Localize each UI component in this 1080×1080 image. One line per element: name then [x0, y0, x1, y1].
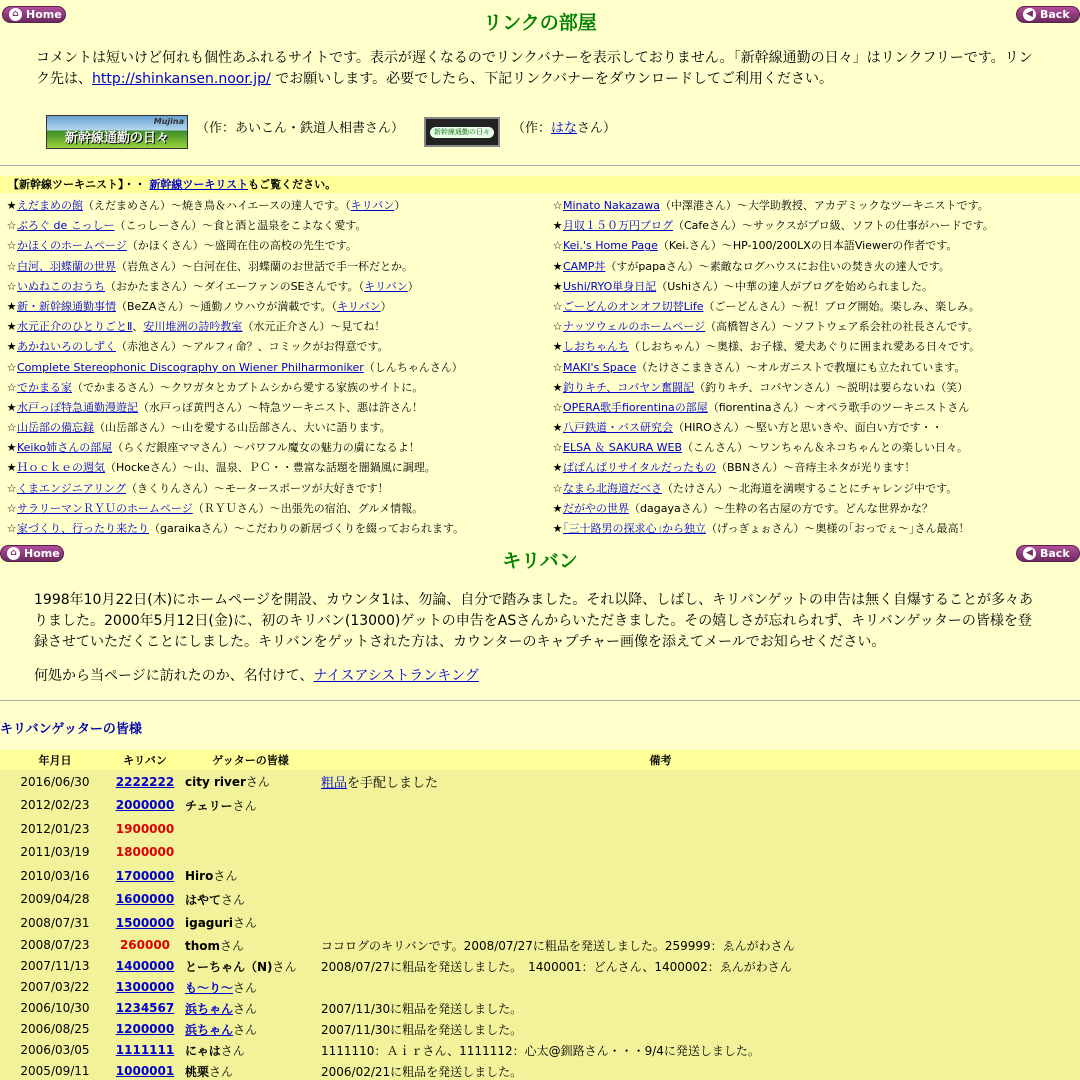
row-getter	[180, 891, 321, 908]
site-description: （BBNさん）～音痔主ネタが光ります！	[716, 461, 916, 475]
list-item	[552, 337, 994, 357]
divider-2	[0, 700, 1080, 701]
kiriban-link[interactable]: キリバン	[337, 299, 381, 313]
kiriban-number-link[interactable]: 1700000	[115, 868, 175, 883]
star-icon: ★	[552, 340, 563, 354]
row-date: 2008/07/23	[20, 938, 90, 952]
table-row	[0, 1019, 1080, 1040]
row-note	[321, 1021, 1080, 1038]
site-link[interactable]: かほくのホームページ	[17, 239, 127, 253]
link-banner-1[interactable]: Mujina 新幹線通勤の日々	[46, 115, 188, 149]
list-item	[552, 479, 994, 499]
row-kiriban-cell	[110, 822, 180, 836]
row-kiriban-cell	[110, 775, 180, 789]
kiriban-para: 1998年10月22日(木)にホームページを開設、カウンタ1は、勿論、自分で踏みました。それ以降、しばし、キリバンゲットの申告は無く自爆することが多々ありました。2000年5月12日(金)に、初のキリバン(13000)ゲットの申告をASさんからいただきました。その嬉しさが忘れられず、キリバンゲッターの皆様を登録させていただくことにしました。キリバンをゲットされた方は、カウンターのキャプチャー画像を添えてメールでお知らせください。	[34, 592, 1033, 650]
getter-name: チェリー	[185, 798, 233, 813]
site-link[interactable]: Ushi/RYO単身日記	[563, 279, 657, 293]
row-getter	[180, 937, 321, 954]
kiriban-number: 1800000	[115, 845, 175, 860]
site-link[interactable]: Kei.'s Home Page	[563, 239, 658, 253]
honorific: さん	[233, 1001, 258, 1016]
site-link[interactable]: サラリーマンＲＹＵのホームページ	[17, 501, 193, 515]
site-description: （中澤港さん）～大学助教授、アカデミックなツーキニストです。	[659, 199, 989, 212]
table-body	[0, 770, 1080, 1080]
list-item	[6, 236, 464, 256]
row-getter	[180, 1021, 321, 1038]
site-description: （dagayaさん）～生粋の名古屋の方です。どんな世界かな？	[629, 501, 933, 515]
row-kiriban-cell	[110, 1064, 180, 1078]
honorific: さん	[232, 916, 257, 931]
table-row	[0, 911, 1080, 935]
site-description: （でかまるさん）～クワガタとカブトムシから愛する家族のサイトに。	[72, 380, 424, 394]
row-date: 2007/03/22	[20, 980, 90, 994]
honorific: さん	[233, 980, 258, 995]
row-getter	[180, 958, 321, 975]
site-description: （Hockeさん）～山、温泉、ＰＣ・・豊富な話題を闇鍋風に調理。	[105, 461, 436, 475]
star-icon: ★	[552, 219, 563, 233]
site-description: （おかたまさん）～ダイエーファンのSEさんです。（	[105, 279, 365, 293]
site-link[interactable]: 八戸鉄道・バス研究会	[563, 421, 673, 435]
star-icon: ☆	[552, 360, 563, 374]
home-icon: ⌂	[7, 547, 20, 560]
kiriban-number-link[interactable]: 1000001	[115, 1064, 175, 1078]
row-getter	[180, 1000, 321, 1017]
site-link[interactable]: Ｈｏｃｋｅの週気	[17, 461, 105, 475]
home-label: Home	[24, 547, 60, 560]
site-link[interactable]: あかねいろのしずく	[17, 340, 116, 354]
list-item	[552, 499, 994, 519]
site-link[interactable]: しおちゃんち	[563, 340, 629, 354]
row-getter	[180, 1063, 321, 1080]
star-icon: ☆	[552, 481, 563, 495]
site-link[interactable]: 水戸っぽ特急通勤漫遊記	[17, 400, 138, 414]
paren-close: ）	[407, 279, 419, 293]
star-icon: ☆	[552, 320, 563, 334]
kiriban-number-link[interactable]: 1234567	[115, 1001, 175, 1015]
row-kiriban-cell	[110, 1043, 180, 1057]
site-description: （garaikaさん）～こだわりの新居づくりを綴っておられます。	[149, 522, 465, 535]
star-icon: ★	[6, 320, 17, 334]
getter-name: はやて	[185, 892, 222, 907]
site-description: （しんちゃんさん）	[363, 360, 463, 374]
note-text: を手配しました	[347, 776, 439, 792]
list-item	[552, 438, 994, 458]
site-description: （水元正介さん）～見てね！	[242, 320, 386, 334]
site-link[interactable]: なまら北海道だべさ	[563, 481, 662, 495]
honorific: さん	[272, 959, 297, 974]
tourist-header: 【新幹線ツーキニスト】・・ 新幹線ツーキリストもご覧ください。	[0, 176, 1080, 193]
row-getter	[180, 1042, 321, 1059]
home-label: Home	[26, 8, 62, 21]
note-text: 2006/02/21に粗品を発送しました。	[321, 1064, 523, 1079]
row-getter	[180, 773, 321, 790]
list-item	[6, 479, 464, 499]
links-title: リンクの部屋	[483, 12, 597, 34]
row-date: 2005/09/11	[20, 1064, 90, 1078]
site-description: （げっぎょぉさん）～奥様の｢おっでぇ～｣さん最高！	[706, 522, 970, 535]
site-link[interactable]: CAMP丼	[563, 259, 606, 273]
table-row	[0, 935, 1080, 956]
star-icon: ★	[6, 299, 17, 313]
row-kiriban-cell	[110, 959, 180, 973]
hana-link[interactable]: はな	[551, 121, 578, 136]
kiriban-link[interactable]: キリバン	[364, 279, 408, 293]
list-item	[552, 216, 994, 236]
site-url-link[interactable]: http://shinkansen.noor.jp/	[92, 71, 271, 87]
star-icon: ☆	[552, 400, 563, 414]
list-item	[6, 378, 464, 398]
list-item	[552, 196, 994, 216]
star-icon: ★	[6, 461, 17, 475]
star-icon: ★	[6, 340, 17, 354]
site-description: （たけさこまきさん）～オルガニストで教壇にも立たれています。	[636, 360, 966, 374]
row-note	[321, 958, 1080, 975]
row-kiriban-cell	[110, 869, 180, 883]
getter-name-link[interactable]: 浜ちゃん	[185, 1022, 234, 1037]
note-text: 1111110：Ａｉｒさん、1111112：心太@釧路さん・・・9/4に発送しました。	[321, 1043, 760, 1058]
list-item	[6, 358, 464, 378]
list-item	[552, 257, 994, 277]
list-item	[6, 196, 464, 216]
row-date: 2010/03/16	[20, 868, 90, 883]
site-link[interactable]: 安川堆洲の詩吟教室	[143, 320, 243, 334]
site-description: （fiorentinaさん）～オペラ歌手のツーキニストさん	[707, 400, 970, 414]
site-link[interactable]: ELSA ＆ SAKURA WEB	[563, 441, 683, 455]
honorific: さん	[209, 1064, 234, 1079]
row-date: 2008/07/31	[20, 915, 90, 930]
site-link[interactable]: ごーどんのオンオフ切替Life	[563, 299, 704, 313]
star-icon: ☆	[552, 239, 563, 253]
site-link[interactable]: ぶろぐ de こっしー	[17, 219, 115, 233]
star-icon: ☆	[552, 299, 563, 313]
site-description: （えだまめさん）～焼き鳥＆ハイエースの達人です。（	[83, 199, 351, 212]
kiriban-number-link[interactable]: 1400000	[115, 959, 175, 973]
banner2-credit: （作：はなさん）	[512, 121, 617, 136]
list-item	[552, 236, 994, 256]
site-description: （HIROさん）～堅い方と思いきや、面白い方です・・	[673, 421, 943, 435]
tourist-list-link[interactable]: 新幹線ツーキリスト	[149, 178, 249, 191]
getter-name: Hiro	[185, 869, 214, 884]
list-item	[6, 418, 464, 438]
honorific: さん	[245, 775, 270, 790]
paren-close: ）	[394, 199, 406, 212]
list-item	[6, 438, 464, 458]
list-item	[6, 216, 464, 236]
table-row	[0, 998, 1080, 1019]
star-icon: ★	[552, 522, 563, 535]
site-link[interactable]: Minato Nakazawa	[563, 199, 660, 212]
row-date: 2009/04/28	[20, 892, 90, 907]
banner1-credit: （作：あいこん・鉄道人相書さん）	[196, 121, 405, 136]
table-header	[0, 750, 1080, 770]
star-icon: ☆	[6, 481, 17, 495]
row-date: 2016/06/30	[20, 774, 90, 789]
row-date: 2012/02/23	[20, 798, 90, 813]
honorific: さん	[220, 938, 245, 953]
getter-name: igaguri	[185, 916, 233, 931]
site-link[interactable]: 月収１５０万円ブログ	[563, 219, 673, 233]
kiriban-para2: 何処から当ページに訪れたのか、名付けて、ナイスアシストランキング	[34, 668, 479, 684]
table-row	[0, 770, 1080, 794]
site-description: （Kei.さん）～HP-100/200LXの日本語Viewerの作者です。	[657, 239, 958, 253]
site-link[interactable]: 家づくり、行ったり来たり	[17, 522, 149, 535]
site-link[interactable]: 山岳部の備忘録	[17, 421, 94, 435]
site-link[interactable]: 水元正介のひとりごとⅡ	[17, 320, 133, 334]
kiriban-link[interactable]: キリバン	[350, 199, 395, 212]
tourist-list-left	[6, 196, 464, 539]
links-intro: コメントは短いけど何れも個性あふれるサイトです。表示が遅くなるのでリンクバナーを表示しておりません。「新幹線通勤の日々」はリンクフリーです。リンク先は、http://shinkansen.noor.jp/ でお願いします。必要でしたら、下記リンクバナーをダウンロードしてご利用ください。	[36, 50, 1033, 87]
kiriban-number: 1900000	[115, 821, 175, 836]
list-item	[552, 277, 994, 297]
link-banner-2[interactable]: 新幹線通勤の日々	[424, 117, 500, 147]
star-icon: ☆	[6, 279, 17, 293]
star-icon: ★	[552, 421, 563, 435]
star-icon: ☆	[552, 441, 563, 455]
site-description: （赤池さん）～アルフィ命？、コミックがお得意です。	[116, 340, 389, 354]
paren-close: ）	[380, 299, 392, 313]
site-description: （Ushiさん）～中華の達人がブログを始められました。	[656, 279, 934, 293]
list-item	[6, 277, 464, 297]
star-icon: ★	[552, 380, 563, 394]
site-description: （すがpapaさん）～素敵なログハウスにお住いの焚き火の達人です。	[605, 259, 950, 273]
row-date: 2006/10/30	[20, 1001, 90, 1015]
nice-assist-ranking-link[interactable]: ナイスアシストランキング	[313, 668, 479, 684]
table-row	[0, 977, 1080, 998]
site-description: （水戸っぽ黄門さん）～特急ツーキニスト、悪は許さん！	[138, 400, 424, 414]
site-description: （釣りキチ、コバヤンさん）～説明は要らないね（笑）	[694, 380, 969, 394]
back-label: Back	[1040, 8, 1070, 21]
site-description: （こんさん）～ワンちゃん＆ネコちゃんとの楽しい日々。	[682, 441, 969, 455]
site-link[interactable]: Keiko姉さんの部屋	[17, 441, 113, 455]
getter-name-link[interactable]: 浜ちゃん	[185, 1001, 234, 1016]
row-note	[321, 1042, 1080, 1059]
list-item	[552, 519, 994, 539]
site-link[interactable]: 新・新幹線通勤事情	[17, 299, 116, 313]
row-kiriban-cell	[110, 916, 180, 930]
back-arrow-icon: ◀	[1023, 8, 1036, 21]
header-date: 年月日	[38, 754, 72, 767]
site-description: （かほくさん）～盛岡在住の高校の先生です。	[126, 239, 357, 253]
star-icon: ☆	[6, 421, 17, 435]
row-date: 2011/03/19	[20, 845, 90, 860]
note-link[interactable]: 粗品	[321, 776, 348, 792]
star-icon: ☆	[6, 360, 17, 374]
star-icon: ☆	[6, 522, 17, 535]
star-icon: ☆	[6, 239, 17, 253]
row-kiriban-cell	[110, 845, 180, 859]
star-icon: ☆	[6, 501, 17, 515]
list-item	[552, 418, 994, 438]
honorific: さん	[233, 1022, 258, 1037]
separator: 、	[132, 320, 144, 334]
star-icon: ★	[6, 199, 17, 212]
site-description: （BeZAさん）～通勤ノウハウが満載です。（	[116, 299, 337, 313]
site-description: （岩魚さん）～白河在住、羽蝶蘭のお世話で手一杯だとか。	[116, 259, 413, 273]
site-description: （きくりんさん）～モータースポーツが大好きです！	[126, 481, 389, 495]
note-text: 2008/07/27に粗品を発送しました。 1400001：どんさん、1400002：ゑんがわさん	[321, 959, 792, 974]
star-icon: ☆	[552, 199, 563, 212]
site-link[interactable]: くまエンジニアリング	[17, 481, 127, 495]
row-getter	[180, 914, 321, 931]
table-row	[0, 1040, 1080, 1061]
star-icon: ★	[552, 279, 563, 293]
note-text: ココログのキリバンです。2008/07/27に粗品を発送しました。259999：ゑんがわさん	[321, 938, 795, 953]
row-getter	[180, 797, 321, 814]
row-note	[321, 772, 1080, 791]
row-kiriban-cell	[110, 798, 180, 812]
site-link[interactable]: 釣りキチ、コバヤン奮闘記	[563, 380, 695, 394]
kiriban-number-link[interactable]: 1500000	[115, 915, 175, 930]
star-icon: ☆	[6, 219, 17, 233]
row-getter	[180, 867, 321, 884]
list-item	[6, 257, 464, 277]
home-icon: ⌂	[9, 8, 22, 21]
kiriban-number-link[interactable]: 1200000	[115, 1022, 175, 1036]
header-note: 備考	[649, 754, 672, 767]
site-description: （しおちゃん）～奥様、お子様、愛犬あぐりに囲まれ愛ある日々です。	[629, 340, 981, 354]
header-kiriban: キリバン	[123, 754, 167, 767]
kiriban-number: 260000	[119, 938, 171, 952]
honorific: さん	[220, 1043, 245, 1058]
star-icon: ★	[552, 501, 563, 515]
table-row	[0, 956, 1080, 977]
row-kiriban-cell	[110, 1001, 180, 1015]
back-label: Back	[1040, 547, 1070, 560]
header-getter: ゲッターの皆様	[212, 754, 289, 767]
row-note	[321, 937, 1080, 954]
list-item	[6, 317, 464, 337]
row-date: 2007/11/13	[20, 959, 90, 973]
kiriban-number-link[interactable]: 1300000	[115, 980, 175, 994]
back-arrow-icon: ◀	[1023, 547, 1036, 560]
row-kiriban-cell	[110, 980, 180, 994]
site-link[interactable]: えだまめの館	[17, 199, 83, 212]
row-date: 2006/08/25	[20, 1022, 90, 1036]
row-date: 2012/01/23	[20, 821, 90, 836]
kiriban-number-link[interactable]: 2222222	[115, 774, 175, 789]
list-item	[552, 358, 994, 378]
getter-name-link[interactable]: も～り～	[185, 980, 234, 995]
row-getter	[180, 979, 321, 996]
row-kiriban-cell	[110, 1022, 180, 1036]
site-description: （高橋智さん）～ソフトウェア系会社の社長さんです。	[705, 320, 979, 334]
kiriban-number-link[interactable]: 1600000	[115, 892, 175, 907]
site-description: （こっしーさん）～食と酒と温泉をこよなく愛す。	[114, 219, 367, 233]
list-item	[6, 499, 464, 519]
getter-name: city river	[185, 775, 246, 790]
site-link[interactable]: Complete Stereophonic Discography on Wiener Philharmoniker	[17, 360, 364, 374]
site-description: （ごーどんさん）～祝！ブログ開始。楽しみ、楽しみ。	[703, 299, 980, 313]
list-item	[552, 297, 994, 317]
honorific: さん	[232, 798, 257, 813]
row-kiriban-cell	[110, 892, 180, 906]
site-link[interactable]: ぱぱんぱリサイタルだったもの	[563, 461, 717, 475]
kiriban-number-link[interactable]: 2000000	[115, 798, 175, 813]
getter-name: とーちゃん（N)	[185, 959, 273, 974]
divider-1	[0, 165, 1080, 166]
list-item	[552, 458, 994, 478]
honorific: さん	[221, 892, 246, 907]
site-link[interactable]: ｢三十路男の探求心｣から独立	[563, 522, 706, 535]
table-row	[0, 1061, 1080, 1080]
star-icon: ★	[552, 259, 563, 273]
honorific: さん	[213, 869, 238, 884]
note-text: 2007/11/30に粗品を発送しました。	[321, 1022, 523, 1037]
kiriban-title: キリバン	[502, 550, 578, 572]
list-item	[6, 398, 464, 418]
row-date: 2006/03/05	[20, 1043, 90, 1057]
star-icon: ★	[552, 461, 563, 475]
kiriban-table	[0, 750, 1080, 1080]
row-note	[321, 1000, 1080, 1017]
list-item	[552, 378, 994, 398]
star-icon: ☆	[6, 259, 17, 273]
site-link[interactable]: ナッツウェルのホームページ	[563, 320, 706, 334]
table-row	[0, 841, 1080, 865]
row-kiriban-cell	[110, 938, 180, 952]
getters-title: キリバンゲッターの皆様	[0, 722, 142, 737]
list-item	[6, 519, 464, 539]
site-link[interactable]: だがやの世界	[563, 501, 629, 515]
list-item	[6, 337, 464, 357]
kiriban-number-link[interactable]: 1111111	[115, 1043, 175, 1057]
star-icon: ☆	[6, 380, 17, 394]
list-item	[552, 317, 994, 337]
getter-name: にゃは	[185, 1043, 221, 1058]
site-description: （ＲＹＵさん）～出張先の宿泊、グルメ情報。	[192, 501, 424, 515]
site-link[interactable]: でかまる家	[17, 380, 72, 394]
table-row	[0, 794, 1080, 818]
site-description: （らくだ銀座ママさん）～パワフル魔女の魅力の虜になるよ！	[112, 441, 420, 455]
site-description: （山岳部さん）～山を愛する山岳部さん、大いに語ります。	[94, 421, 391, 435]
getter-name: 桃栗	[185, 1064, 210, 1079]
tourist-list-right	[552, 196, 994, 539]
list-item	[6, 458, 464, 478]
site-link[interactable]: MAKI's Space	[563, 360, 637, 374]
note-text: 2007/11/30に粗品を発送しました。	[321, 1001, 523, 1016]
list-item	[552, 398, 994, 418]
star-icon: ★	[6, 441, 17, 455]
list-item	[6, 297, 464, 317]
site-description: （たけさん）～北海道を満喫することにチャレンジ中です。	[662, 481, 958, 495]
site-link[interactable]: 白河、羽蝶蘭の世界	[17, 259, 116, 273]
site-description: （Cafeさん）～サックスがプロ級、ソフトの仕事がハードです。	[673, 219, 994, 233]
star-icon: ★	[6, 400, 17, 414]
table-row	[0, 817, 1080, 841]
table-row	[0, 864, 1080, 888]
table-row	[0, 888, 1080, 912]
site-link[interactable]: OPERA歌手fiorentinaの部屋	[563, 400, 708, 414]
site-link[interactable]: いぬねこのおうち	[17, 279, 105, 293]
getter-name: thom	[185, 938, 221, 953]
row-note	[321, 1063, 1080, 1080]
